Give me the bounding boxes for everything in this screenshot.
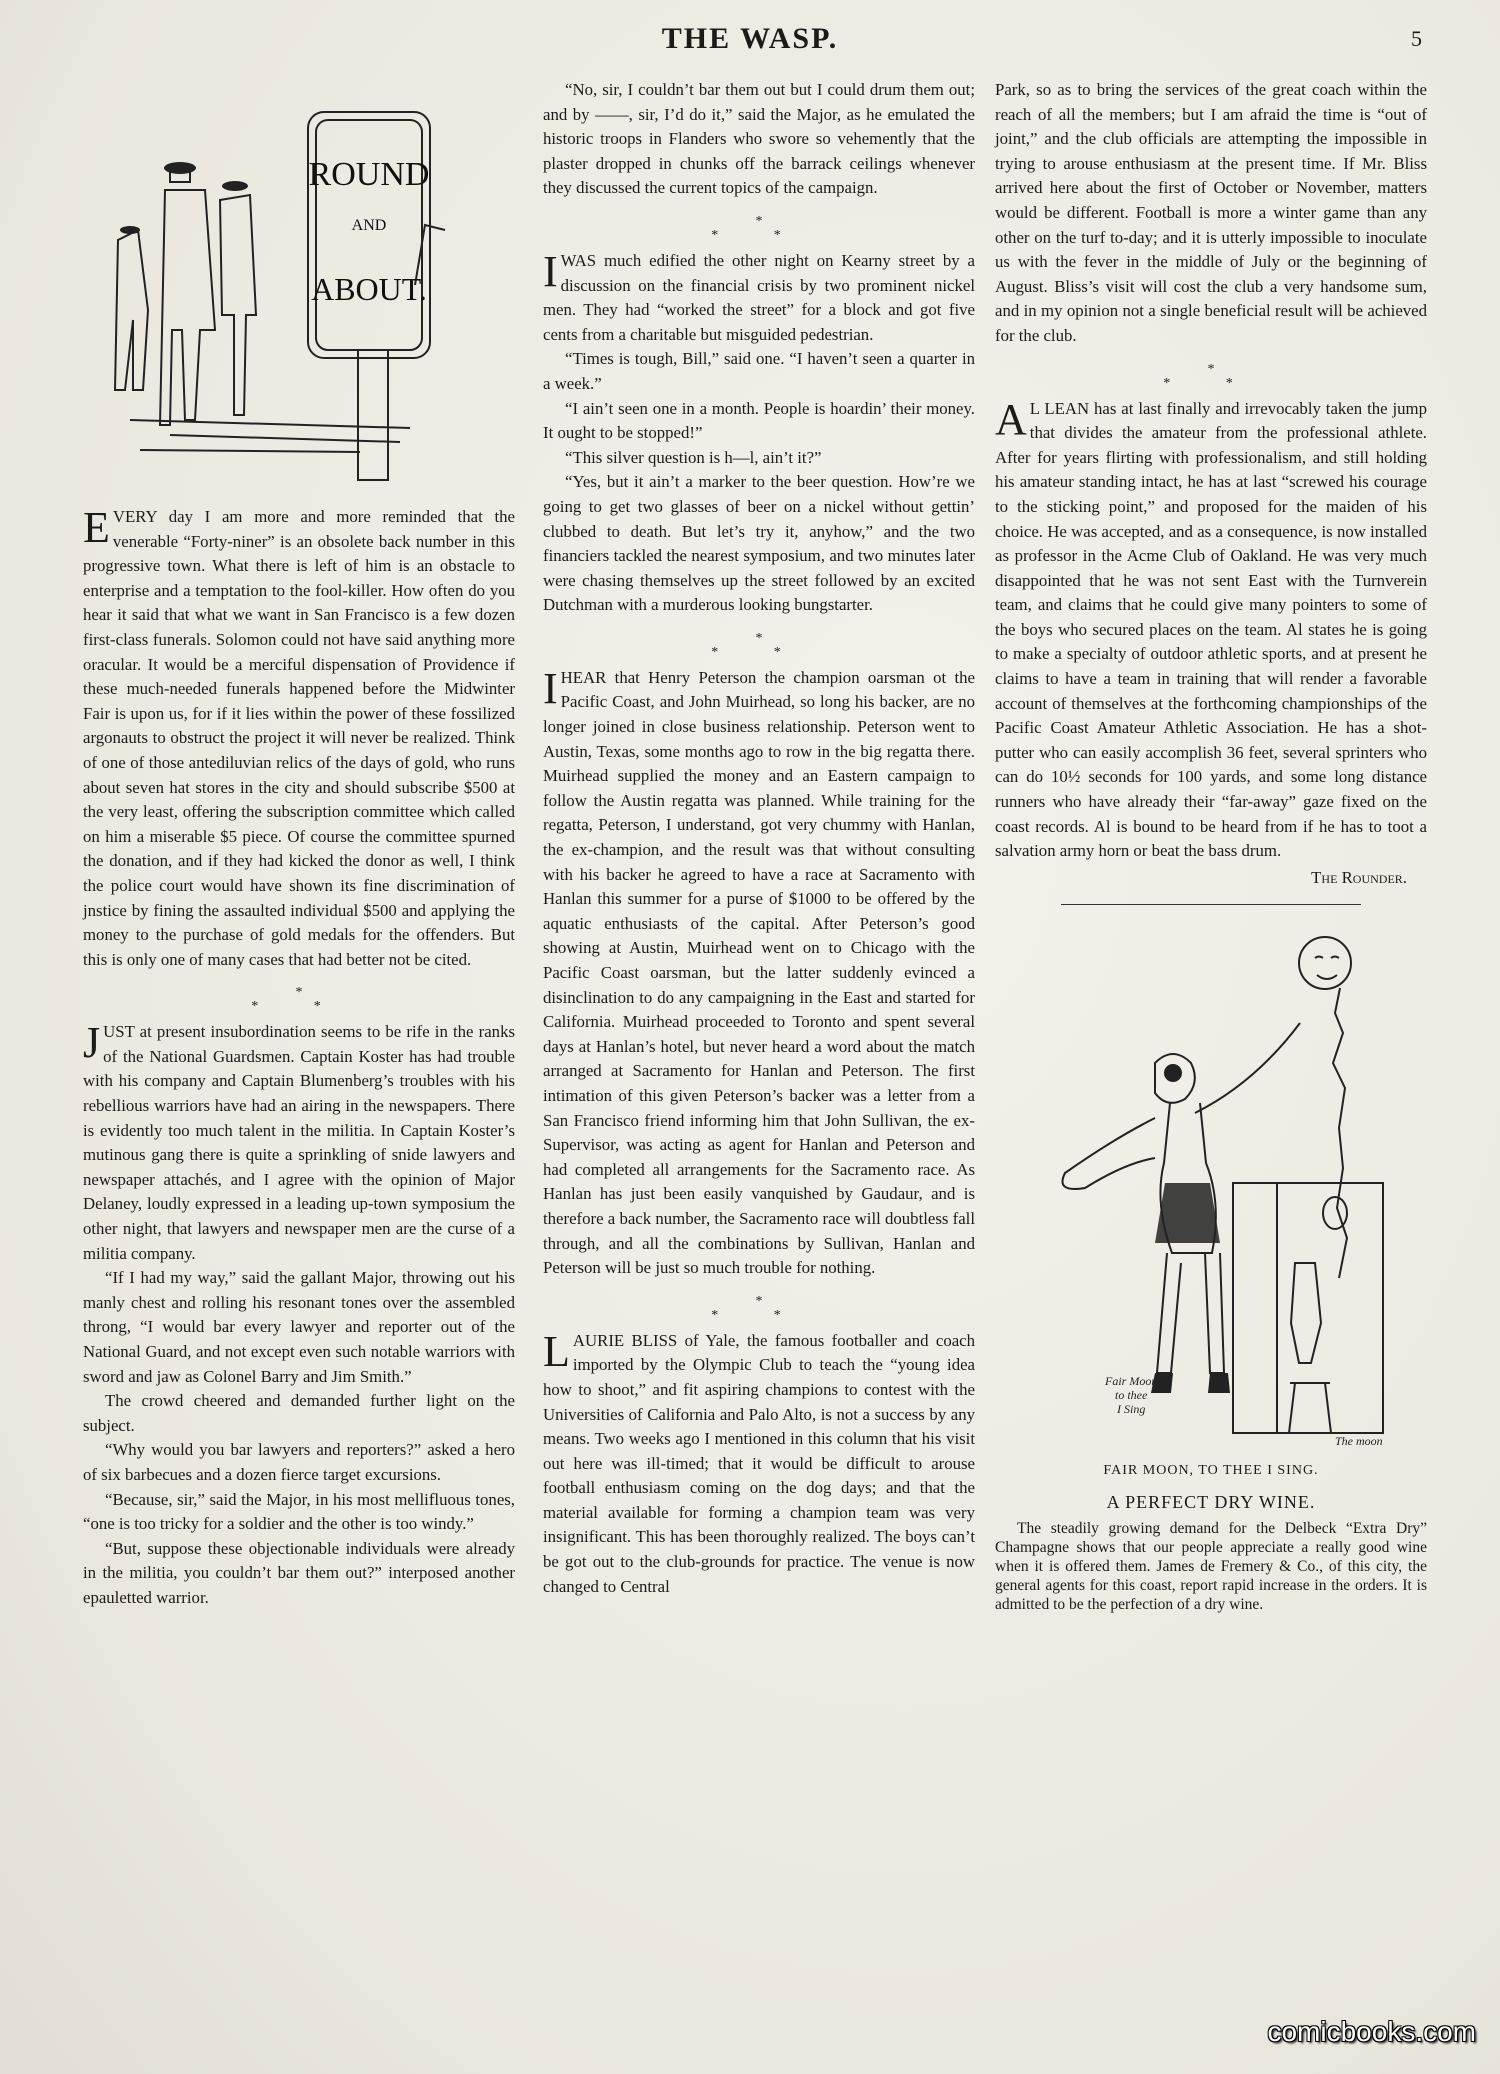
paragraph: “I ain’t seen one in a month. People is hoardin’ their money. It ought to be stopped!” [543,398,975,443]
inscription-line: I Sing [1117,1402,1146,1417]
drop-cap: L [543,1326,570,1376]
paragraph: “Times is tough, Bill,” said one. “I haven’t seen a quarter in a week.” [543,349,975,393]
paragraph [543,246,975,347]
paragraph-text: AURIE BLISS of Yale, the famous footballer and coach imported by the Olympic Club to teach the “young idea how to shoot,” and fit aspiring champions to contest with the Universities of California and Palo Alto, is not a success by any means. Two weeks ago I mentioned in this column that his visit out here was ill-timed; that it would be difficult to arouse football enthusiasm coming on the dog days; and that the material available for forming a champion team was very insignificant. This has been thoroughly realized. The boys can’t be got out to the club-grounds for practice. The venue is now changed to Central [543,1330,975,1596]
paragraph: The crowd cheered and demanded further light on the subject. [83,1391,515,1435]
drop-cap: J [83,1018,101,1068]
illustration-label: The moon [1335,1434,1383,1449]
sign-text-round: ROUND [308,156,430,193]
paragraph-text: UST at present insubordination seems to be rife in the ranks of the National Guardsmen. Captain Koster has had trouble with his company and Captain Blumenberg’s troubles with his rebellious warriors have had an airing in the newspapers. There is evidently too much talent in the militia. In Captain Koster’s mutinous gang there is quite a sprinkling of snide lawyers and newspaper attachés, and I agree with the opinion of Major Delaney, loudly expressed in a leading up-town symposium the other night, that lawyers and newspaper men are the curse of a militia company. [83,1022,515,1263]
paragraph [543,663,975,1281]
paragraph-text: VERY day I am more and more reminded that the venerable “Forty-niner” is an obsolete back number in this progressive town. What there is left of him is an obstacle to enterprise and a temptation to the fool-killer. How often do you hear it said that what we want in San Francisco is a few dozen first-class funerals. Solomon could not have said anything more oracular. It would be a merciful dispensation of Providence if these much-needed funerals happened before the Midwinter Fair is upon us, for if it lies within the power of these fossilized argonauts to obstruct the project it will never be realized. Think of one of those antediluvian relics of the days of gold, who runs about seven hat stores in the city and should subscribe $500 at the very least, offering the subscription committee which called on him a miserable $5 piece. Of course the committee spurned the donation, and if they had kicked the donor as well, I think the police court would have shown its fine discrimination of jnstice by fining the assaulted individual $500 and applying the money to the purchase of gold medals for the offenders. But this is only one of many cases that had better not be cited. [83,507,515,969]
paragraph: “This silver question is h—l, ain’t it?” [565,447,822,467]
paragraph [995,394,1427,864]
watermark: comicbooks.com [1267,2016,1476,2047]
signature: The Rounder. [1311,867,1407,887]
paragraph: “Because, sir,” said the Major, in his most mellifluous tones, “one is too tricky for a soldier and the other is too windy.” [83,1489,515,1534]
round-and-about-illustration [110,90,450,490]
ad-text: The steadily growing demand for the Delbeck “Extra Dry” Champagne shows that our people appreciate a really good wine when it is offered them. James de Fremery & Co., of this city, the general agents for this coast, report rapid increase in the orders. It is admitted to be the perfection of a dry wine. [995,1519,1427,1613]
asterism-separator: * * * [711,630,807,660]
asterism-separator: * * * [1163,361,1259,391]
asterism-separator: * * * [711,213,807,243]
column-1 [83,505,515,1611]
paragraph: “But, suppose these objectionable individuals were already in the militia, you couldn’t bar them out?” interposed another epauletted warrior. [83,1538,515,1607]
paragraph-text: L LEAN has at last finally and irrevocably taken the jump that divides the amateur from the professional athlete. After for years flirting with professionalism, and still holding his amateur standing intact, he has at last “screwed his courage to the sticking point,” and proposed for the maiden of his choice. He was accepted, and as a consequence, is now installed as professor in the Acme Club of Oakland. He was very much disappointed that he was not sent East with the Turnverein team, and claims that he could give many pointers to some of the boys who secured places on the team. Al states he is going to make a specialty of outdoor athletic sports, and at present he claims to have a team in training that will render a favorable account of themselves at the forthcoming championships of the Pacific Coast Amateur Athletic Association. He has a shot-putter who can easily accomplish 36 feet, several sprinters who can do 10½ seconds for 100 yards, and some long distance runners who have already their “far-away” gaze fixed on the coast records. Al is bound to be heard from if he has to toot a salvation army horn or beat the bass drum. [995,398,1427,861]
paragraph [543,1326,975,1600]
drop-cap: I [543,246,558,296]
paragraph: “No, sir, I couldn’t bar them out but I could drum them out; and by ——, sir, I’d do it,” said the Major, as he emulated the historic troops in Flanders who swore so vehemently that the plaster dropped in chunks off the barrack ceilings whenever they discussed the current topics of the campaign. [543,80,975,198]
sign-text-about: ABOUT. [311,271,427,307]
asterism-separator: * * * [251,985,347,1015]
illustration-caption: FAIR MOON, TO THEE I SING. [1103,1463,1319,1479]
column-2 [543,78,975,1599]
masthead: THE WASP. [661,22,839,55]
paragraph: Park, so as to bring the services of the great coach within the reach of all the members; but I am afraid the time is “out of joint,” and the club officials are attempting the impossible in trying to arouse enthusiasm at the present time. If Mr. Bliss arrived here about the first of October or November, matters would be different. Football is more a winter game than any other on the turf to-day; and it is utterly impossible to inoculate us with the fever in the middle of July or the beginning of August. Bliss’s visit will cost the club a very handsome sum, and in my opinion not a single beneficial result will be achieved for the club. [995,80,1427,345]
fair-moon-illustration [995,913,1427,1453]
inscription-line: to thee [1115,1388,1148,1403]
drop-cap: E [83,503,110,552]
paragraph: “Yes, but it ain’t a marker to the beer question. How’re we going to get two glasses of beer on a nickel without gettin’ clubbed to death. But let’s try it, anyhow,” and the two financiers tackled the nearest symposium, and two minutes later were chasing themselves up the street followed by an excited Dutchman with a murderous looking bungstarter. [543,472,975,615]
paragraph-text: WAS much edified the other night on Kearny street by a discussion on the financial crisis by two prominent nickel men. They had “worked the street” for a block and got five cents from a charitable but misguided pedestrian. [543,250,975,344]
asterism-separator: * * * [711,1293,807,1323]
page-number: 5 [1411,26,1422,51]
ad-heading: A PERFECT DRY WINE. [1106,1492,1316,1512]
paragraph-text: HEAR that Henry Peterson the champion oarsman ot the Pacific Coast, and John Muirhead, so long his backer, are no longer joined in close business relationship. Peterson went to Austin, Texas, some months ago to row in the big regatta there. Muirhead supplied the money and an Eastern campaign to follow the Austin regatta was planned. While training for the regatta, Peterson, I understand, got very chummy with Hanlan, the ex-champion, and the result was that without consulting with his backer he agreed to have a race at Sacramento with Hanlan this summer for a purse of $1000 to be offered by the aquatic enthusiasts of the capital. After Peterson’s good showing at Austin, Muirhead went on to Chicago with the Pacific Coast oarsman, but the latter suddenly evinced a disinclination to do any campaigning in the East and started for California. Muirhead proceeded to Toronto and spent several days at Hanlan’s hotel, but never heard a word about the match arranged at Sacramento for Hanlan and Peterson. The first intimation of this given Peterson’s backer was a letter from a San Francisco friend informing him that John Sullivan, the ex-Supervisor, was acting as agent for Hanlan and Peterson and had completed all arrangements for the Sacramento race. As Hanlan has just been easily vanquished by Gaudaur, and is therefore a back number, the Sacramento race will doubtless fall through, and all the combinations by Sullivan, Hanlan and Peterson will be just so much trouble for nothing. [543,667,975,1278]
inscription-line: Fair Moon [1105,1374,1158,1389]
drop-cap: I [543,663,558,713]
paragraph [83,505,515,972]
drop-cap: A [995,394,1027,444]
paragraph: “Why would you bar lawyers and reporters?” asked a hero of six barbecues and a dozen fierce target excursions. [83,1440,515,1484]
paragraph [83,1020,515,1266]
sign-text-and: AND [351,217,387,234]
column-3 [995,78,1427,1614]
divider-rule [1061,904,1361,905]
paragraph: “If I had my way,” said the gallant Major, throwing out his manly chest and rolling his resonant tones over the assembled throng, “I would bar every lawyer and reporter out of the National Guard, and not except even such notable warriors with sword and jaw as Colonel Barry and Jim Smith.” [83,1268,515,1386]
